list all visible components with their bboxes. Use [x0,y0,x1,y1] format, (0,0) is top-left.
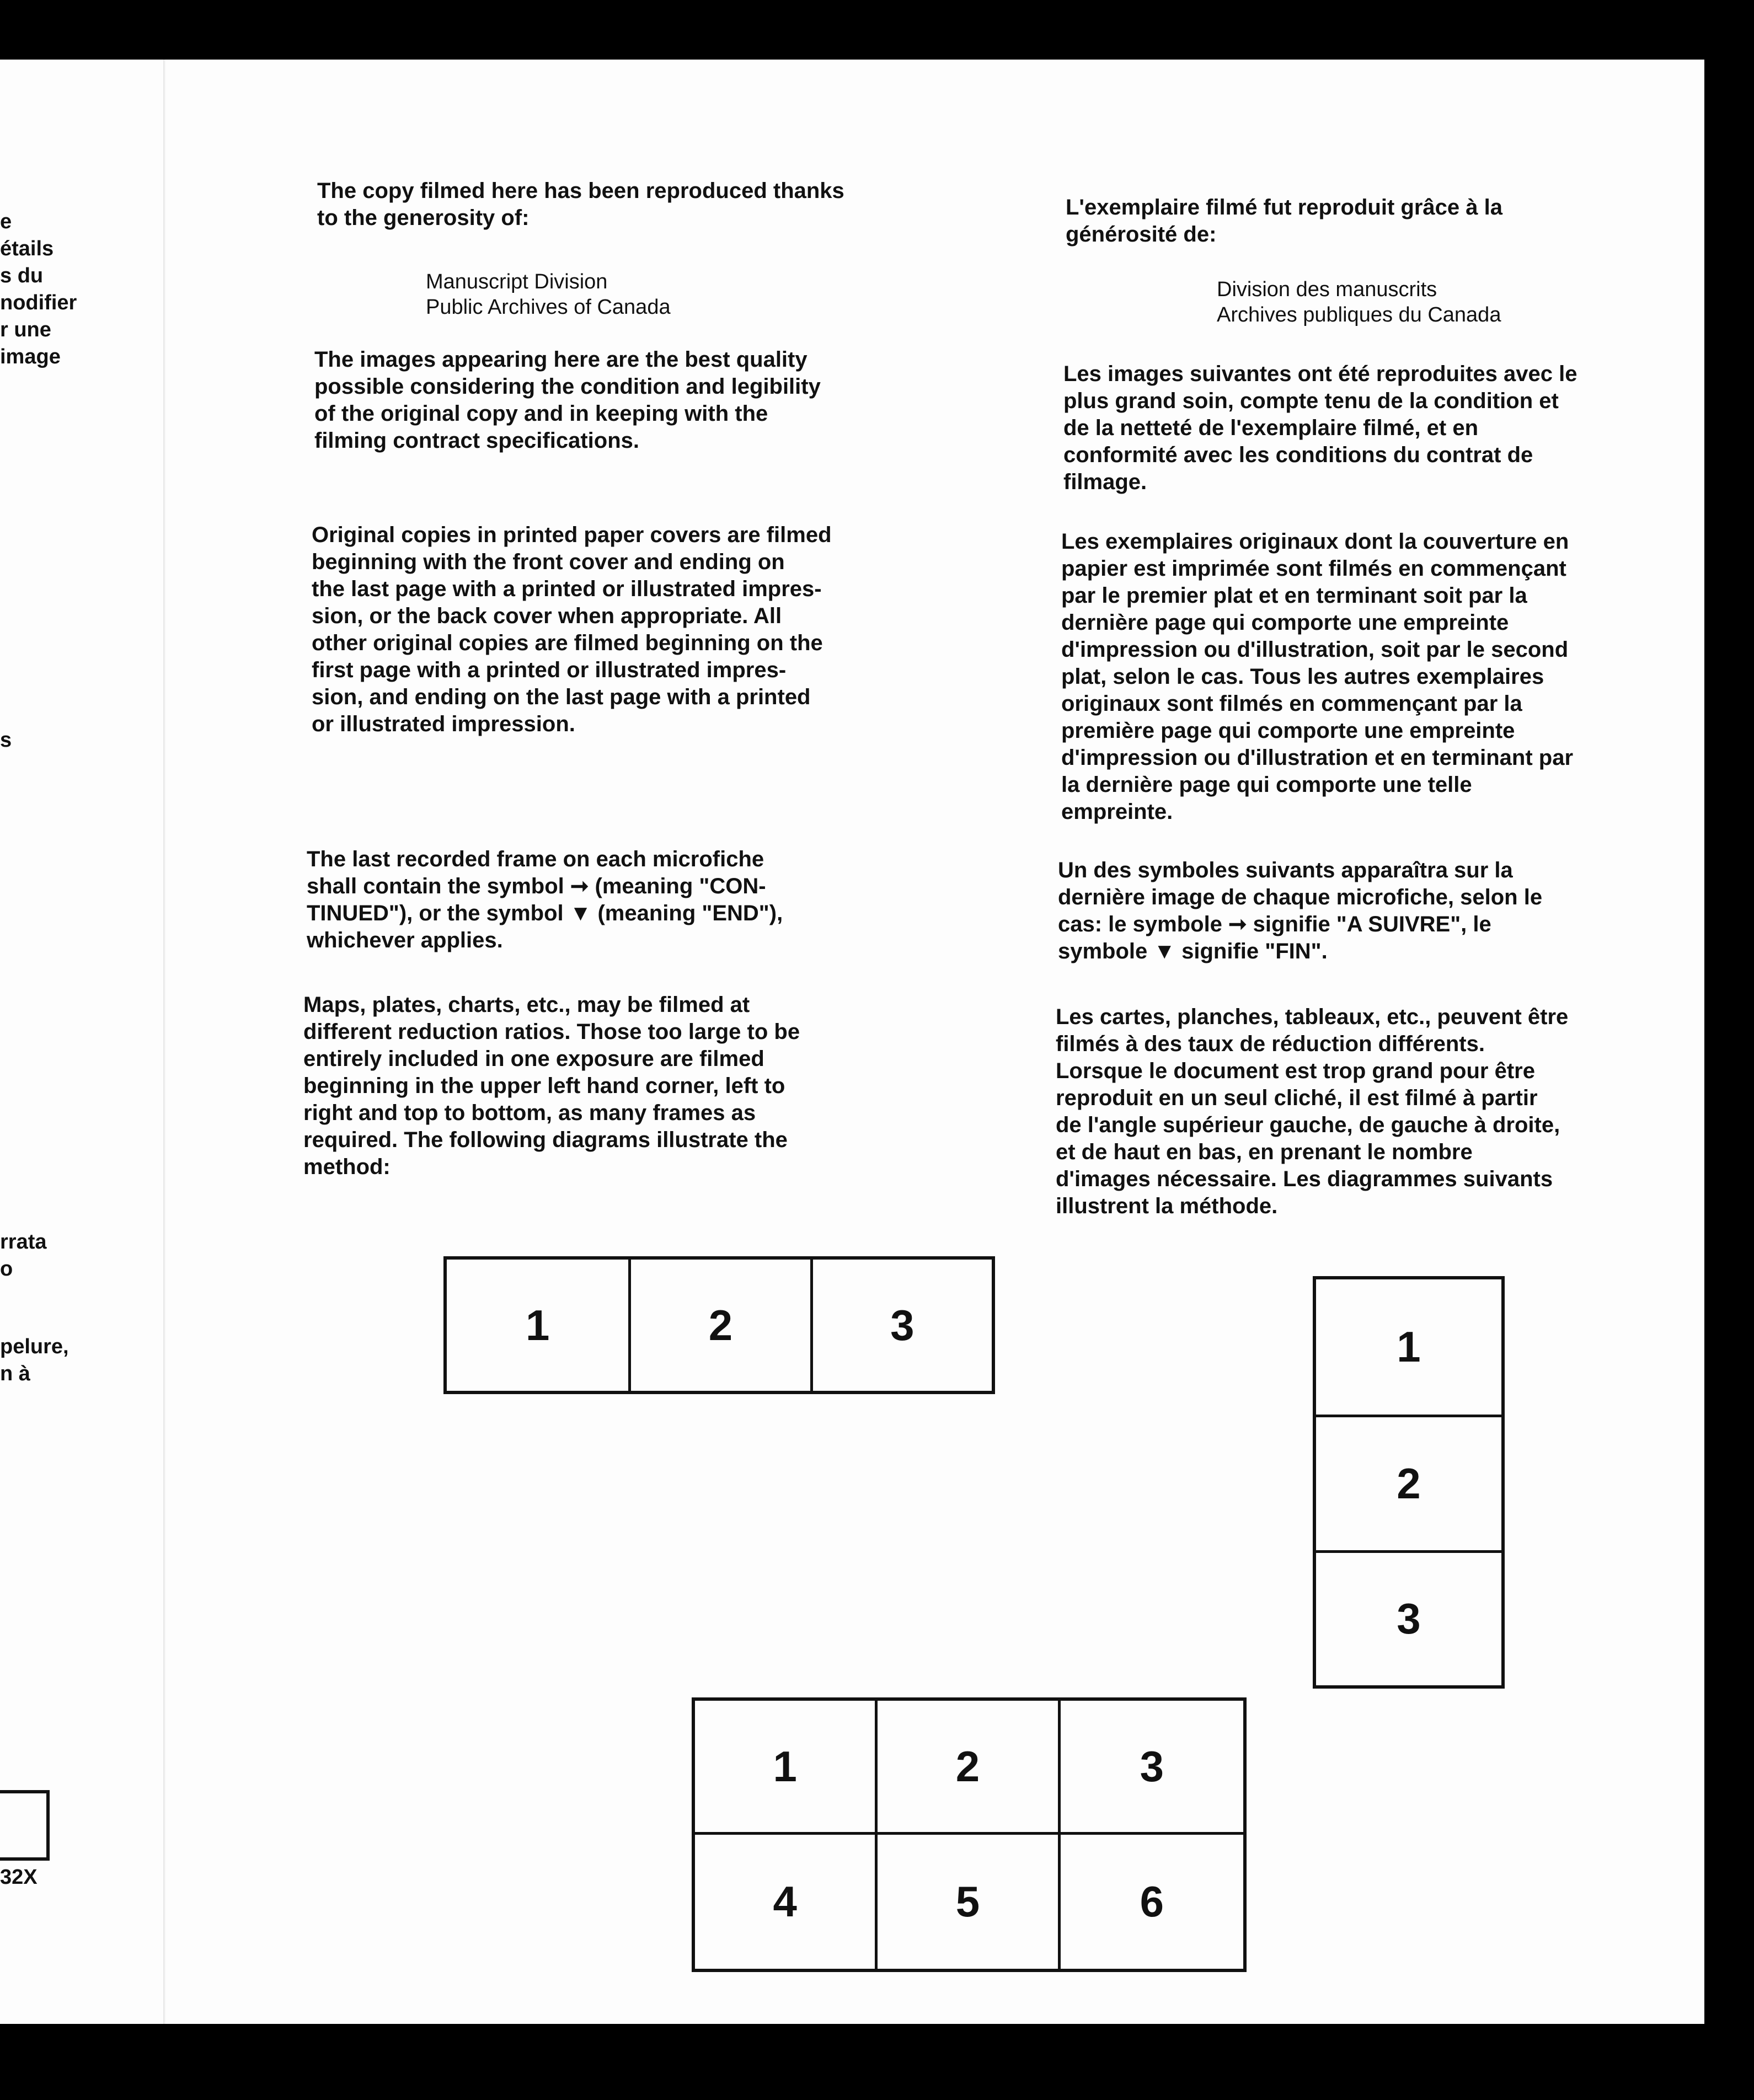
text-line: originaux sont filmés en commençant par la [1061,692,1522,716]
text-line: right and top to bottom, as many frames as [303,1101,756,1125]
margin-line: s du [0,264,44,287]
margin-line: n à [0,1362,30,1385]
text-line: shall contain the symbol ➞ (meaning "CON- [307,874,766,898]
french-maps-paragraph [1056,1004,1568,1220]
diagram-vertical-three [1313,1276,1505,1689]
french-credit [1217,277,1501,328]
text-line: other original copies are filmed beginning on the [312,631,823,655]
text-line: sion, and ending on the last page with a printed [312,685,811,709]
margin-line: étails [0,237,54,260]
margin-fragments-top [0,208,77,371]
french-covers-paragraph [1061,528,1573,826]
english-covers-paragraph [312,522,832,738]
frame-cell: 1 [695,1701,878,1835]
margin-line: o [0,1257,13,1281]
margin-line: rrata [0,1230,47,1253]
text-line: TINUED"), or the symbol ▼ (meaning "END"), [307,901,783,925]
english-symbols-paragraph [307,846,783,954]
text-line: Division des manuscrits [1217,278,1437,301]
text-line: dernière page qui comporte une empreinte [1061,610,1509,635]
text-line: Lorsque le document est trop grand pour être [1056,1059,1535,1083]
margin-line: image [0,345,61,368]
frame-cell: 5 [878,1835,1060,1969]
frame-cell: 2 [878,1701,1060,1835]
scanned-page [0,60,1704,2024]
text-line: filming contract specifications. [314,428,640,453]
text-line: reproduit en un seul cliché, il est filmé à partir [1056,1086,1538,1110]
text-line: L'exemplaire filmé fut reproduit grâce à la [1066,195,1502,219]
diagram-horizontal-three [443,1256,995,1394]
text-line: par le premier plat et en terminant soit par la [1061,583,1527,608]
english-credit [426,269,671,320]
margin-line: pelure, [0,1335,69,1358]
frame-cell: 3 [1061,1701,1243,1835]
text-line: required. The following diagrams illustrate the [303,1128,788,1152]
text-line: possible considering the condition and legibility [314,374,821,399]
text-line: whichever applies. [307,928,503,952]
text-line: The copy filmed here has been reproduced thanks [317,179,844,203]
text-line: symbole ▼ signifie "FIN". [1058,939,1328,963]
text-line: de la netteté de l'exemplaire filmé, et en [1063,416,1479,440]
text-line: dernière image de chaque microfiche, selon le [1058,885,1543,909]
text-line: Maps, plates, charts, etc., may be filmed at [303,993,750,1017]
text-line: to the generosity of: [317,206,530,230]
diagram-grid-six [692,1697,1247,1972]
text-line: conformité avec les conditions du contrat de [1063,443,1533,467]
french-symbols-paragraph [1058,857,1542,965]
text-line: générosité de: [1066,222,1217,247]
text-line: filmés à des taux de réduction différents. [1056,1032,1485,1056]
text-line: The last recorded frame on each microfiche [307,847,764,871]
reduction-label: 32X [0,1866,38,1889]
french-quality-paragraph [1063,361,1577,496]
text-line: of the original copy and in keeping with the [314,401,768,426]
text-line: cas: le symbole ➞ signifie "A SUIVRE", le [1058,912,1491,936]
frame-cell: 3 [1316,1550,1501,1685]
text-line: illustrent la méthode. [1056,1194,1278,1218]
text-line: plus grand soin, compte tenu de la condition et [1063,389,1559,413]
french-intro [1066,194,1502,248]
text-line: d'impression ou d'illustration, soit par le second [1061,638,1569,662]
text-line: Un des symboles suivants apparaîtra sur la [1058,858,1513,882]
text-line: papier est imprimée sont filmés en commençant [1061,556,1566,581]
text-line: d'impression ou d'illustration et en terminant par [1061,746,1574,770]
text-line: empreinte. [1061,800,1173,824]
frame-cell: 1 [525,1300,550,1349]
text-line: Les exemplaires originaux dont la couverture en [1061,529,1569,554]
text-line: première page qui comporte une empreinte [1061,719,1515,743]
text-line: first page with a printed or illustrated impres- [312,658,787,682]
text-line: the last page with a printed or illustrated impres- [312,577,822,601]
frame-cell: 2 [628,1260,810,1391]
margin-fragment-mid: s [0,728,12,752]
margin-line: r une [0,318,51,341]
english-quality-paragraph [314,346,821,454]
frame-cell: 4 [695,1835,878,1969]
margin-fragments-lower [0,1229,47,1283]
text-line: beginning with the front cover and ending on [312,550,785,574]
english-maps-paragraph [303,992,800,1181]
text-line: Archives publiques du Canada [1217,303,1501,326]
text-line: filmage. [1063,470,1147,494]
margin-fragments-lower2 [0,1333,69,1388]
text-line: Manuscript Division [426,270,608,293]
frame-cell: 3 [810,1260,992,1391]
text-line: Les images suivantes ont été reproduites avec le [1063,362,1577,386]
text-line: Original copies in printed paper covers are filmed [312,523,832,547]
frame-cell: 1 [1397,1322,1421,1372]
text-line: et de haut en bas, en prenant le nombre [1056,1140,1473,1164]
text-line: entirely included in one exposure are filmed [303,1047,764,1071]
text-line: beginning in the upper left hand corner, left to [303,1074,785,1098]
text-line: de l'angle supérieur gauche, de gauche à droite, [1056,1113,1560,1137]
margin-line: e [0,210,12,233]
reduction-box [0,1790,50,1861]
text-line: Public Archives of Canada [426,296,671,319]
text-line: la dernière page qui comporte une telle [1061,773,1472,797]
text-line: The images appearing here are the best quality [314,347,808,372]
margin-line: nodifier [0,291,77,314]
text-line: Les cartes, planches, tableaux, etc., peuvent être [1056,1005,1569,1029]
text-line: plat, selon le cas. Tous les autres exemplaires [1061,665,1544,689]
text-line: different reduction ratios. Those too large to be [303,1020,800,1044]
frame-cell: 6 [1140,1877,1164,1926]
frame-cell: 2 [1316,1415,1501,1550]
text-line: method: [303,1155,391,1179]
text-line: or illustrated impression. [312,712,575,736]
text-line: sion, or the back cover when appropriate. All [312,604,782,628]
text-line: d'images nécessaire. Les diagrammes suivants [1056,1167,1553,1191]
page-fold [163,60,165,2024]
english-intro [317,178,844,232]
